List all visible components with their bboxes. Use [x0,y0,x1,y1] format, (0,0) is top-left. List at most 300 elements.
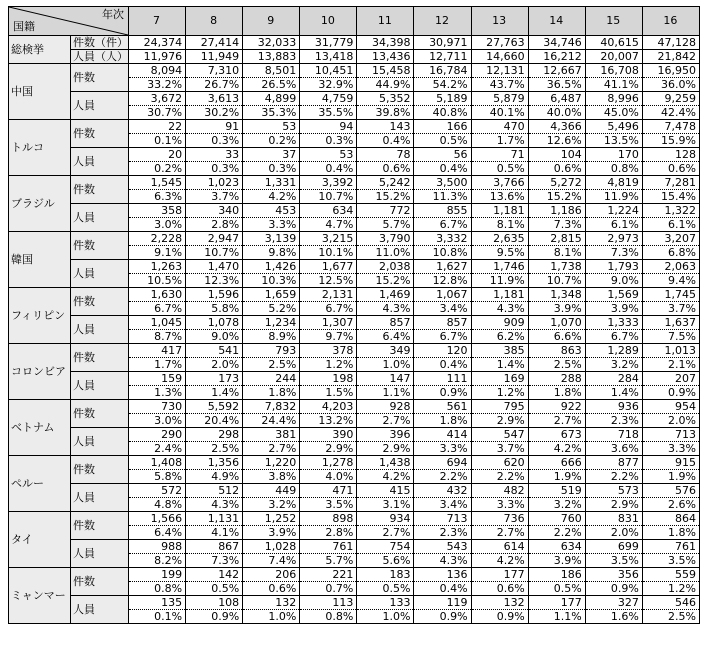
percent-cell: 2.8% [300,526,357,540]
count-cell: 147 [357,372,414,386]
count-cell: 169 [471,372,528,386]
count-cell: 244 [243,372,300,386]
count-cell: 1,677 [300,260,357,274]
percent-cell: 9.1% [129,246,186,260]
percent-cell: 40.0% [528,106,585,120]
percent-cell: 10.7% [186,246,243,260]
country-row [9,316,700,330]
count-cell: 132 [471,596,528,610]
percent-cell: 4.3% [186,498,243,512]
percent-cell: 9.7% [300,330,357,344]
percent-cell: 11.0% [357,246,414,260]
percent-cell: 12.6% [528,134,585,148]
percent-cell: 6.1% [642,218,699,232]
percent-cell: 1.2% [300,358,357,372]
count-cell: 761 [642,540,699,554]
count-cell: 2,947 [186,232,243,246]
table-body [9,7,700,624]
percent-cell: 2.7% [357,414,414,428]
country-row [9,456,700,470]
percent-cell: 0.5% [528,582,585,596]
percent-cell: 0.8% [585,162,642,176]
percent-cell: 1.7% [471,134,528,148]
percent-cell: 4.2% [471,554,528,568]
count-cell: 340 [186,204,243,218]
percent-cell: 15.2% [357,274,414,288]
count-cell: 760 [528,512,585,526]
count-cell: 16,950 [642,64,699,78]
count-cell: 620 [471,456,528,470]
percent-cell: 11.9% [585,190,642,204]
count-cell: 1,348 [528,288,585,302]
percent-cell: 3.5% [585,554,642,568]
percent-cell: 0.7% [300,582,357,596]
percent-cell: 54.2% [414,78,471,92]
percent-cell: 3.0% [129,414,186,428]
percent-cell: 3.4% [414,302,471,316]
percent-cell: 1.0% [357,610,414,624]
measure-label: 件数 [71,288,129,316]
percent-cell: 35.5% [300,106,357,120]
total-row [9,50,700,64]
percent-cell: 15.2% [528,190,585,204]
count-cell: 576 [642,484,699,498]
percent-cell: 1.9% [642,470,699,484]
count-cell: 16,784 [414,64,471,78]
year-header: 7 [129,7,186,36]
count-cell: 284 [585,372,642,386]
country-row [9,176,700,190]
percent-cell: 8.7% [129,330,186,344]
total-label: 総検挙 [9,36,71,64]
percent-cell: 4.3% [471,302,528,316]
percent-cell: 1.4% [471,358,528,372]
percent-cell: 3.0% [129,218,186,232]
percent-cell: 3.5% [300,498,357,512]
percent-cell: 3.1% [357,498,414,512]
measure-label: 人員 [71,484,129,512]
percent-cell: 39.8% [357,106,414,120]
count-cell: 7,832 [243,400,300,414]
percent-cell: 4.8% [129,498,186,512]
count-cell: 3,392 [300,176,357,190]
count-cell: 559 [642,568,699,582]
percent-cell: 0.4% [414,582,471,596]
count-cell: 206 [243,568,300,582]
percent-cell: 3.9% [585,302,642,316]
percent-cell: 2.7% [243,442,300,456]
count-cell: 3,500 [414,176,471,190]
percent-cell: 1.3% [129,386,186,400]
count-cell: 1,013 [642,344,699,358]
percent-cell: 2.3% [414,526,471,540]
measure-label: 人員 [71,540,129,568]
year-header: 10 [300,7,357,36]
count-cell: 673 [528,428,585,442]
percent-cell: 2.2% [471,470,528,484]
count-cell: 988 [129,540,186,554]
percent-cell: 0.2% [243,134,300,148]
percent-cell: 0.6% [357,162,414,176]
total-value-cell: 13,436 [357,50,414,64]
percent-cell: 7.5% [642,330,699,344]
percent-cell: 4.9% [186,470,243,484]
percent-cell: 1.4% [585,386,642,400]
count-cell: 4,759 [300,92,357,106]
total-value-cell: 40,615 [585,36,642,50]
percent-cell: 1.5% [300,386,357,400]
statistics-table [8,6,700,624]
measure-label: 人員 [71,148,129,176]
count-cell: 793 [243,344,300,358]
percent-cell: 3.6% [585,442,642,456]
count-cell: 415 [357,484,414,498]
count-cell: 177 [471,568,528,582]
country-row [9,568,700,582]
count-cell: 108 [186,596,243,610]
count-cell: 1,659 [243,288,300,302]
count-cell: 199 [129,568,186,582]
count-cell: 2,228 [129,232,186,246]
percent-cell: 15.2% [357,190,414,204]
percent-cell: 2.6% [642,498,699,512]
count-cell: 20 [129,148,186,162]
header-col-label: 国籍 [13,20,35,33]
country-row [9,204,700,218]
percent-cell: 4.1% [186,526,243,540]
count-cell: 135 [129,596,186,610]
percent-cell: 4.3% [414,554,471,568]
percent-cell: 0.4% [300,162,357,176]
count-cell: 1,322 [642,204,699,218]
percent-cell: 1.9% [528,470,585,484]
count-cell: 1,181 [471,288,528,302]
percent-cell: 45.0% [585,106,642,120]
total-value-cell: 11,976 [129,50,186,64]
count-cell: 5,592 [186,400,243,414]
count-cell: 2,038 [357,260,414,274]
count-cell: 358 [129,204,186,218]
percent-cell: 2.0% [642,414,699,428]
count-cell: 1,045 [129,316,186,330]
percent-cell: 6.3% [129,190,186,204]
country-name: 中国 [9,64,71,120]
percent-cell: 6.1% [585,218,642,232]
count-cell: 4,819 [585,176,642,190]
percent-cell: 12.5% [300,274,357,288]
count-cell: 1,637 [642,316,699,330]
count-cell: 53 [243,120,300,134]
percent-cell: 3.8% [243,470,300,484]
count-cell: 12,131 [471,64,528,78]
year-header: 16 [642,7,699,36]
count-cell: 1,566 [129,512,186,526]
percent-cell: 44.9% [357,78,414,92]
percent-cell: 13.5% [585,134,642,148]
percent-cell: 1.6% [585,610,642,624]
percent-cell: 3.3% [414,442,471,456]
percent-cell: 8.2% [129,554,186,568]
year-header: 8 [186,7,243,36]
count-cell: 3,215 [300,232,357,246]
count-cell: 142 [186,568,243,582]
count-cell: 4,366 [528,120,585,134]
country-row [9,540,700,554]
percent-cell: 6.4% [129,526,186,540]
percent-cell: 3.2% [528,498,585,512]
count-cell: 9,259 [642,92,699,106]
percent-cell: 3.7% [642,302,699,316]
count-cell: 855 [414,204,471,218]
country-name: ブラジル [9,176,71,232]
percent-cell: 3.7% [186,190,243,204]
country-row [9,148,700,162]
percent-cell: 0.9% [471,610,528,624]
count-cell: 471 [300,484,357,498]
count-cell: 614 [471,540,528,554]
count-cell: 1,067 [414,288,471,302]
measure-label: 件数 [71,64,129,92]
percent-cell: 1.2% [471,386,528,400]
count-cell: 512 [186,484,243,498]
percent-cell: 6.7% [129,302,186,316]
count-cell: 2,063 [642,260,699,274]
count-cell: 1,333 [585,316,642,330]
percent-cell: 33.2% [129,78,186,92]
country-row [9,400,700,414]
count-cell: 78 [357,148,414,162]
count-cell: 94 [300,120,357,134]
percent-cell: 7.3% [528,218,585,232]
total-value-cell: 20,007 [585,50,642,64]
count-cell: 482 [471,484,528,498]
percent-cell: 5.8% [186,302,243,316]
percent-cell: 8.9% [243,330,300,344]
percent-cell: 41.1% [585,78,642,92]
percent-cell: 2.2% [585,470,642,484]
percent-cell: 4.0% [300,470,357,484]
percent-cell: 0.2% [129,162,186,176]
count-cell: 541 [186,344,243,358]
count-cell: 2,635 [471,232,528,246]
total-value-cell: 27,414 [186,36,243,50]
count-cell: 1,738 [528,260,585,274]
count-cell: 928 [357,400,414,414]
percent-cell: 43.7% [471,78,528,92]
count-cell: 1,181 [471,204,528,218]
count-cell: 519 [528,484,585,498]
count-cell: 290 [129,428,186,442]
header-row [9,7,700,36]
measure-label: 件数 [71,512,129,540]
percent-cell: 3.7% [471,442,528,456]
count-cell: 922 [528,400,585,414]
percent-cell: 9.4% [642,274,699,288]
count-cell: 1,469 [357,288,414,302]
country-row [9,512,700,526]
count-cell: 699 [585,540,642,554]
count-cell: 1,070 [528,316,585,330]
percent-cell: 12.3% [186,274,243,288]
total-value-cell: 12,711 [414,50,471,64]
count-cell: 795 [471,400,528,414]
measure-label: 件数 [71,344,129,372]
total-row [9,36,700,50]
count-cell: 1,131 [186,512,243,526]
percent-cell: 2.5% [186,442,243,456]
total-value-cell: 13,418 [300,50,357,64]
count-cell: 119 [414,596,471,610]
percent-cell: 6.7% [300,302,357,316]
measure-label: 件数 [71,176,129,204]
total-value-cell: 24,374 [129,36,186,50]
percent-cell: 6.8% [642,246,699,260]
year-header: 14 [528,7,585,36]
measure-label: 件数 [71,456,129,484]
count-cell: 4,203 [300,400,357,414]
percent-cell: 0.9% [186,610,243,624]
count-cell: 1,252 [243,512,300,526]
country-row [9,596,700,610]
percent-cell: 10.8% [414,246,471,260]
percent-cell: 11.9% [471,274,528,288]
count-cell: 1,408 [129,456,186,470]
percent-cell: 1.8% [414,414,471,428]
count-cell: 954 [642,400,699,414]
percent-cell: 6.7% [414,218,471,232]
count-cell: 3,613 [186,92,243,106]
count-cell: 71 [471,148,528,162]
percent-cell: 0.4% [414,162,471,176]
count-cell: 104 [528,148,585,162]
country-name: ミャンマー [9,568,71,624]
count-cell: 177 [528,596,585,610]
percent-cell: 5.7% [357,218,414,232]
count-cell: 1,746 [471,260,528,274]
measure-label: 人員 [71,372,129,400]
count-cell: 572 [129,484,186,498]
percent-cell: 2.5% [528,358,585,372]
percent-cell: 0.6% [243,582,300,596]
country-row [9,92,700,106]
count-cell: 864 [642,512,699,526]
percent-cell: 3.3% [243,218,300,232]
count-cell: 53 [300,148,357,162]
country-row [9,232,700,246]
percent-cell: 13.2% [300,414,357,428]
count-cell: 573 [585,484,642,498]
count-cell: 56 [414,148,471,162]
measure-label: 人員 [71,92,129,120]
year-header: 11 [357,7,414,36]
count-cell: 547 [471,428,528,442]
percent-cell: 0.9% [585,582,642,596]
count-cell: 1,793 [585,260,642,274]
percent-cell: 42.4% [642,106,699,120]
count-cell: 417 [129,344,186,358]
count-cell: 561 [414,400,471,414]
count-cell: 8,094 [129,64,186,78]
count-cell: 1,569 [585,288,642,302]
percent-cell: 0.6% [642,162,699,176]
count-cell: 761 [300,540,357,554]
percent-cell: 2.5% [243,358,300,372]
count-cell: 730 [129,400,186,414]
count-cell: 1,234 [243,316,300,330]
percent-cell: 3.3% [642,442,699,456]
percent-cell: 2.0% [186,358,243,372]
count-cell: 909 [471,316,528,330]
percent-cell: 12.8% [414,274,471,288]
count-cell: 1,023 [186,176,243,190]
percent-cell: 2.1% [642,358,699,372]
country-row [9,260,700,274]
country-row [9,64,700,78]
count-cell: 5,242 [357,176,414,190]
total-value-cell: 34,746 [528,36,585,50]
count-cell: 713 [642,428,699,442]
count-cell: 5,496 [585,120,642,134]
count-cell: 288 [528,372,585,386]
total-value-cell: 14,660 [471,50,528,64]
percent-cell: 0.3% [300,134,357,148]
count-cell: 143 [357,120,414,134]
percent-cell: 40.8% [414,106,471,120]
count-cell: 8,501 [243,64,300,78]
count-cell: 934 [357,512,414,526]
percent-cell: 4.2% [243,190,300,204]
year-header: 15 [585,7,642,36]
count-cell: 4,899 [243,92,300,106]
count-cell: 133 [357,596,414,610]
country-row [9,484,700,498]
count-cell: 936 [585,400,642,414]
count-cell: 1,356 [186,456,243,470]
count-cell: 543 [414,540,471,554]
count-cell: 173 [186,372,243,386]
count-cell: 1,745 [642,288,699,302]
percent-cell: 8.1% [528,246,585,260]
percent-cell: 2.2% [414,470,471,484]
percent-cell: 4.7% [300,218,357,232]
count-cell: 915 [642,456,699,470]
count-cell: 7,281 [642,176,699,190]
count-cell: 120 [414,344,471,358]
count-cell: 1,307 [300,316,357,330]
percent-cell: 2.3% [585,414,642,428]
count-cell: 449 [243,484,300,498]
measure-label: 件数 [71,400,129,428]
count-cell: 6,487 [528,92,585,106]
count-cell: 3,672 [129,92,186,106]
percent-cell: 6.6% [528,330,585,344]
percent-cell: 2.9% [300,442,357,456]
measure-label: 人員 [71,596,129,624]
percent-cell: 2.7% [357,526,414,540]
count-cell: 414 [414,428,471,442]
count-cell: 3,207 [642,232,699,246]
percent-cell: 32.9% [300,78,357,92]
percent-cell: 30.7% [129,106,186,120]
percent-cell: 11.3% [414,190,471,204]
percent-cell: 36.5% [528,78,585,92]
percent-cell: 1.0% [243,610,300,624]
count-cell: 2,973 [585,232,642,246]
percent-cell: 1.8% [528,386,585,400]
measure-label: 件数 [71,120,129,148]
percent-cell: 30.2% [186,106,243,120]
total-value-cell: 30,971 [414,36,471,50]
